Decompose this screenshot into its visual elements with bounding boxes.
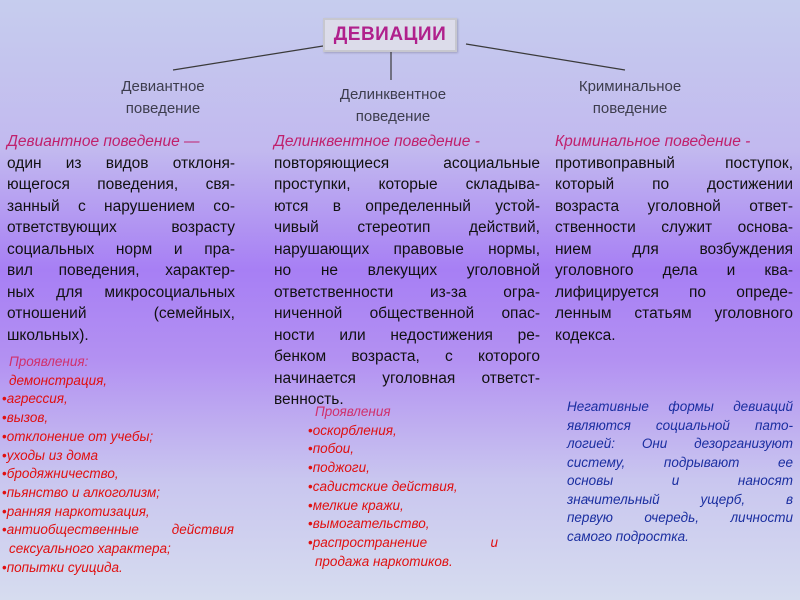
list-item-text bbox=[7, 521, 234, 540]
text-line: ются в определенный устой- bbox=[274, 197, 540, 215]
text-line: являются социальной пато- bbox=[567, 417, 793, 433]
text-line: ленным статьям уголовного bbox=[555, 305, 793, 322]
list-item: • поджоги, bbox=[308, 459, 498, 478]
list-item bbox=[308, 534, 498, 553]
heading-deviant bbox=[88, 76, 238, 120]
heading-line: поведение bbox=[592, 100, 668, 117]
word: действия bbox=[171, 522, 234, 538]
text-line: ных для микросоциальных bbox=[7, 283, 235, 301]
word: • антиобщественные bbox=[6, 522, 139, 538]
manifestations-deviant bbox=[2, 353, 234, 577]
text-line: ственности служит основа- bbox=[555, 219, 793, 236]
word: • распространение bbox=[312, 534, 428, 550]
text-line: нарушающих правовые нормы, bbox=[274, 240, 540, 258]
definition-criminal bbox=[555, 131, 793, 346]
list-item: • ранняя наркотизация, bbox=[2, 503, 234, 522]
text-line: противоправный поступок, bbox=[555, 154, 793, 172]
text-line: чивый стереотип действий, bbox=[274, 219, 540, 236]
text-line: проступки, которые складыва- bbox=[274, 176, 540, 193]
text-line: но не влекущих уголовной bbox=[274, 262, 540, 279]
text-line: вил поведения, характер- bbox=[7, 262, 235, 279]
list-item: • попытки суицида. bbox=[2, 559, 234, 578]
list-item: • бродяжничество, bbox=[2, 465, 234, 484]
text-line: возраста уголовной ответ- bbox=[555, 197, 793, 215]
definition-text bbox=[7, 153, 235, 347]
list-item bbox=[2, 521, 234, 540]
list-item: • вызов, bbox=[2, 409, 234, 428]
text-line: ответствующих возрасту bbox=[7, 219, 235, 236]
text-line: занный с нарушением со- bbox=[7, 197, 235, 215]
definition-term: Криминальное поведение - bbox=[555, 133, 751, 150]
list-item-text bbox=[313, 534, 498, 553]
list-item: • отклонение от учебы; bbox=[2, 428, 234, 447]
text-line: венность. bbox=[274, 391, 344, 408]
list-item: демонстрация, bbox=[9, 372, 108, 388]
definition-text bbox=[555, 153, 793, 347]
diagram-title: ДЕВИАЦИИ bbox=[333, 24, 447, 45]
list-item: • садистские действия, bbox=[308, 478, 498, 497]
heading-line: поведение bbox=[125, 100, 201, 117]
definition-term: Девиантное поведение — bbox=[7, 133, 200, 150]
text-line: ющегося поведения, свя- bbox=[7, 176, 235, 193]
text-line: начинается уголовная ответст- bbox=[274, 369, 540, 387]
text-line: Негативные формы девиаций bbox=[567, 399, 793, 414]
heading-line: поведение bbox=[355, 108, 431, 125]
text-line: значительный ущерб, в bbox=[567, 491, 793, 507]
heading-line: Криминальное bbox=[578, 78, 682, 95]
heading-criminal bbox=[555, 76, 705, 120]
title-box bbox=[323, 18, 457, 52]
text-line: ниченной общественной опас- bbox=[274, 305, 540, 322]
list-item: • оскорбления, bbox=[308, 422, 498, 441]
definition-deviant bbox=[7, 131, 235, 346]
text-line: лифицируется по опреде- bbox=[555, 283, 793, 301]
list-item: • мелкие кражи, bbox=[308, 497, 498, 516]
connector-left bbox=[173, 46, 323, 70]
manifestations-delinquent bbox=[308, 403, 498, 571]
text-line: бенком возраста, с которого bbox=[274, 348, 540, 365]
list-item: продажа наркотиков. bbox=[315, 553, 453, 569]
text-line: ности или недостижения ре- bbox=[274, 326, 540, 344]
text-line: отношений (семейных, bbox=[7, 305, 235, 322]
manifestations-title: Проявления bbox=[315, 404, 391, 419]
text-line: логией: Они дезорганизуют bbox=[567, 436, 793, 451]
text-line: ответственности из-за огра- bbox=[274, 283, 540, 301]
text-line: повторяющиеся асоциальные bbox=[274, 154, 540, 172]
text-line: систему, подрывают ее bbox=[567, 454, 793, 470]
heading-delinquent bbox=[313, 84, 473, 128]
text-line: школьных). bbox=[7, 326, 89, 344]
definition-text bbox=[274, 153, 540, 411]
word: и bbox=[490, 534, 498, 550]
list-item: сексуального характера; bbox=[9, 541, 171, 557]
text-line: один из видов отклоня- bbox=[7, 154, 235, 172]
manifestations-title: Проявления: bbox=[9, 354, 89, 369]
definition-term: Делинквентное поведение - bbox=[274, 133, 480, 150]
list-item: • пьянство и алкоголизм; bbox=[2, 484, 234, 503]
heading-line: Девиантное bbox=[121, 78, 205, 95]
text-line: социальных норм и пра- bbox=[7, 240, 235, 258]
text-line: первую очередь, личности bbox=[567, 510, 793, 525]
text-line: нием для возбуждения bbox=[555, 240, 793, 258]
text-line: основы и наносят bbox=[567, 473, 793, 488]
list-item: • вымогательство, bbox=[308, 515, 498, 534]
list-item: • уходы из дома bbox=[2, 447, 234, 466]
definition-delinquent bbox=[274, 131, 540, 411]
note-negative-forms bbox=[567, 398, 793, 546]
text-line: уголовного дела и ква- bbox=[555, 262, 793, 279]
heading-line: Делинквентное bbox=[339, 86, 447, 103]
text-line: самого подростка. bbox=[567, 528, 689, 544]
list-item: • побои, bbox=[308, 440, 498, 459]
list-item: • агрессия, bbox=[2, 390, 234, 409]
text-line: который по достижении bbox=[555, 176, 793, 193]
text-line: кодекса. bbox=[555, 326, 616, 344]
connector-right bbox=[466, 44, 625, 70]
